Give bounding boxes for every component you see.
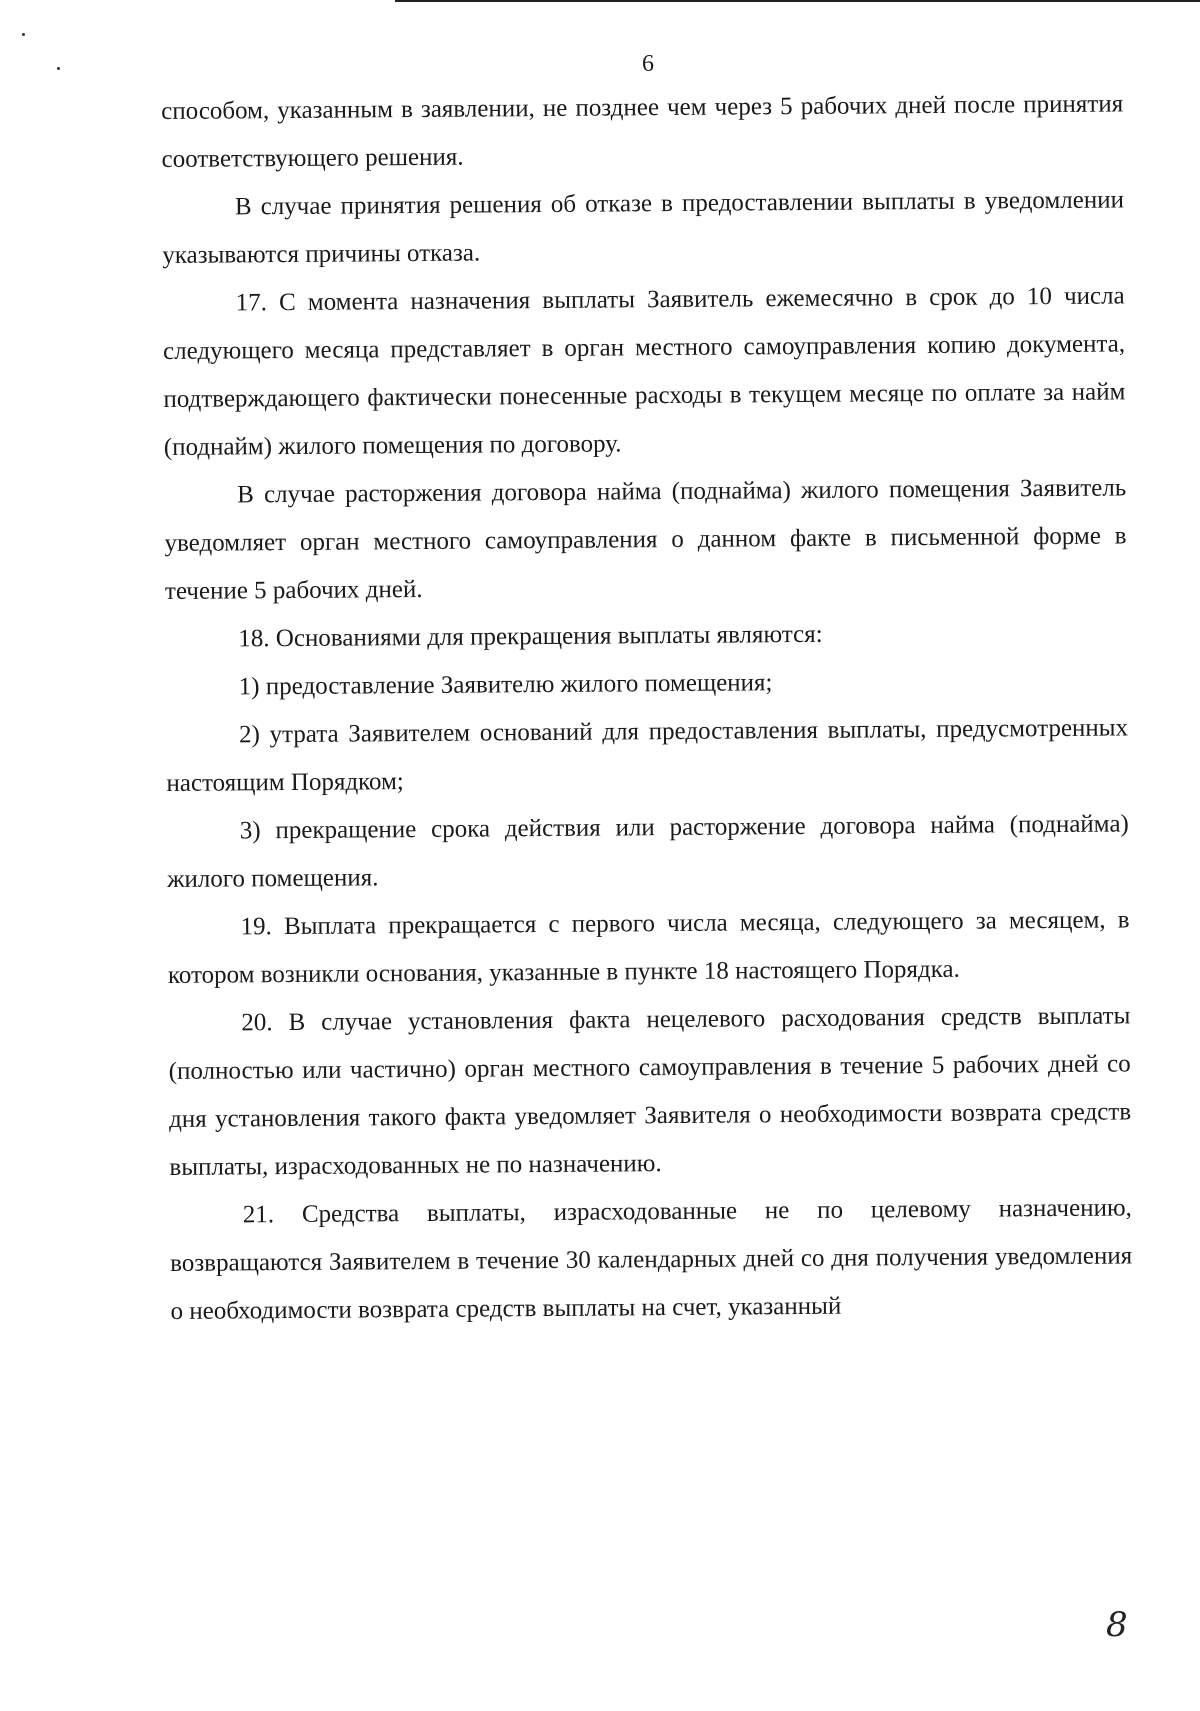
paragraph-continuation: способом, указанным в заявлении, не позднее чем через 5 рабочих дней после принятия соответствующего решения. xyxy=(161,90,1124,173)
paragraph-item-20: 20. В случае установления факта нецелевого расходования средств выплаты (полностью или частично) орган местного самоуправления в течение 5 рабочих дней со дня установления такого факта уведомляет Заявителя о необходимости возврата средств выплаты, израсходованных не по назначению. xyxy=(168,1002,1132,1181)
paragraph-item-18: 18. Основаниями для прекращения выплаты являются: xyxy=(238,620,823,653)
paragraph-item-18-2: 2) утрата Заявителем оснований для предоставления выплаты, предусмотренных настоящим Порядком; xyxy=(166,714,1129,797)
document-body xyxy=(161,80,1133,1336)
scan-speck xyxy=(22,33,25,36)
handwritten-sheet-number: 8 xyxy=(1106,1605,1128,1645)
paragraph-item-17: 17. С момента назначения выплаты Заявитель ежемесячно в срок до 10 числа следующего месяца представляет в орган местного самоуправления копию документа, подтверждающего фактически понесенные расходы в текущем месяце по оплате за найм (поднайм) жилого помещения по договору. xyxy=(162,282,1126,461)
paragraph-contract-termination: В случае расторжения договора найма (поднайма) жилого помещения Заявитель уведомляет орган местного самоуправления о данном факте в письменной форме в течение 5 рабочих дней. xyxy=(164,474,1127,605)
paragraph-item-18-1: 1) предоставление Заявителю жилого помещения; xyxy=(238,669,773,701)
paragraph-item-21: 21. Средства выплаты, израсходованные не по целевому назначению, возвращаются Заявителем в течение 30 календарных дней со дня получения уведомления о необходимости возврата средств выплаты на счет, указанный xyxy=(170,1194,1133,1325)
paragraph-item-19: 19. Выплата прекращается с первого числа месяца, следующего за месяцем, в котором возникли основания, указанные в пункте 18 настоящего Порядка. xyxy=(167,906,1130,989)
page-number: 6 xyxy=(642,51,654,77)
scan-top-edge-line xyxy=(395,0,1200,2)
paragraph-refusal-notice: В случае принятия решения об отказе в предоставлении выплаты в уведомлении указываются причины отказа. xyxy=(162,186,1125,269)
paragraph-item-18-3: 3) прекращение срока действия или расторжение договора найма (поднайма) жилого помещения. xyxy=(167,810,1129,893)
